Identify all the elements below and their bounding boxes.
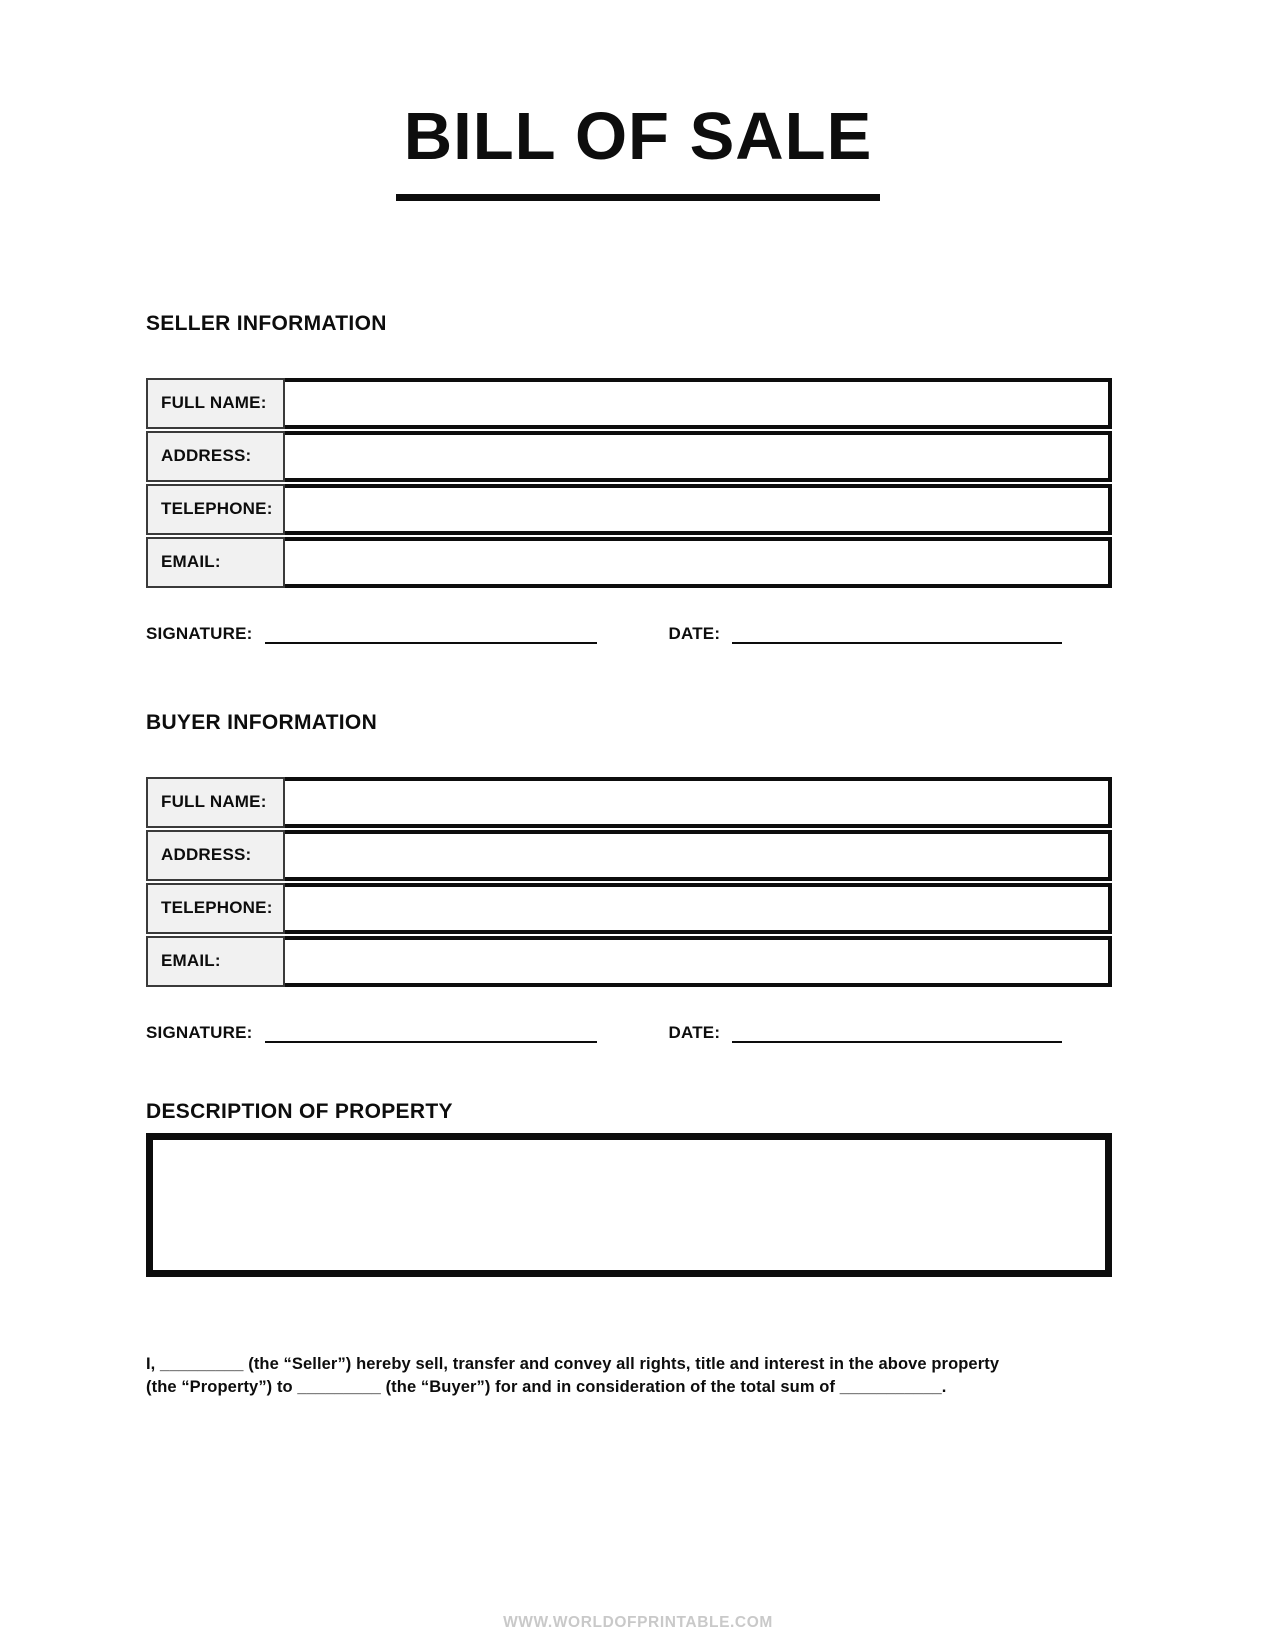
title-underline	[396, 194, 880, 201]
buyer-email-label: EMAIL:	[146, 936, 285, 987]
table-row	[146, 883, 1112, 934]
table-row	[146, 936, 1112, 987]
table-row	[146, 777, 1112, 828]
footer-website: WWW.WORLDOFPRINTABLE.COM	[503, 1614, 773, 1631]
seller-signature-row	[146, 622, 1112, 644]
seller-telephone-field[interactable]	[285, 484, 1112, 535]
buyer-telephone-field[interactable]	[285, 883, 1112, 934]
seller-date-line[interactable]	[732, 622, 1062, 644]
seller-full-name-field[interactable]	[285, 378, 1112, 429]
seller-signature-line[interactable]	[265, 622, 597, 644]
date-label: DATE:	[668, 623, 721, 643]
buyer-address-field[interactable]	[285, 830, 1112, 881]
seller-info-table	[146, 378, 1112, 588]
buyer-full-name-label: FULL NAME:	[146, 777, 285, 828]
document-footer	[0, 1614, 1276, 1632]
table-row	[146, 484, 1112, 535]
table-row	[146, 830, 1112, 881]
seller-address-field[interactable]	[285, 431, 1112, 482]
table-row	[146, 431, 1112, 482]
legal-text-line-2: (the “Property”) to _________ (the “Buyer”) for and in consideration of the total sum of ___________.	[146, 1377, 947, 1396]
buyer-address-label: ADDRESS:	[146, 830, 285, 881]
seller-address-label: ADDRESS:	[146, 431, 285, 482]
table-row	[146, 378, 1112, 429]
buyer-heading: BUYER INFORMATION	[146, 710, 378, 734]
buyer-telephone-label: TELEPHONE:	[146, 883, 285, 934]
buyer-section	[146, 710, 1112, 1043]
seller-telephone-label: TELEPHONE:	[146, 484, 285, 535]
seller-email-field[interactable]	[285, 537, 1112, 588]
signature-label: SIGNATURE:	[146, 1022, 253, 1042]
legal-text	[146, 1353, 1112, 1399]
property-description-section	[146, 1099, 1112, 1277]
buyer-signature-row	[146, 1021, 1112, 1043]
buyer-email-field[interactable]	[285, 936, 1112, 987]
date-label: DATE:	[668, 1022, 721, 1042]
table-row	[146, 537, 1112, 588]
buyer-signature-line[interactable]	[265, 1021, 597, 1043]
buyer-full-name-field[interactable]	[285, 777, 1112, 828]
document-header	[0, 100, 1276, 201]
seller-email-label: EMAIL:	[146, 537, 285, 588]
page-title: BILL OF SALE	[403, 99, 873, 174]
signature-label: SIGNATURE:	[146, 623, 253, 643]
property-description-heading: DESCRIPTION OF PROPERTY	[146, 1099, 453, 1123]
property-description-field[interactable]	[146, 1133, 1112, 1277]
seller-section	[146, 311, 1112, 644]
buyer-info-table	[146, 777, 1112, 987]
buyer-date-line[interactable]	[732, 1021, 1062, 1043]
seller-full-name-label: FULL NAME:	[146, 378, 285, 429]
seller-heading: SELLER INFORMATION	[146, 311, 387, 335]
legal-text-line-1: I, _________ (the “Seller”) hereby sell, transfer and convey all rights, title and interest in the above property	[146, 1354, 1000, 1373]
